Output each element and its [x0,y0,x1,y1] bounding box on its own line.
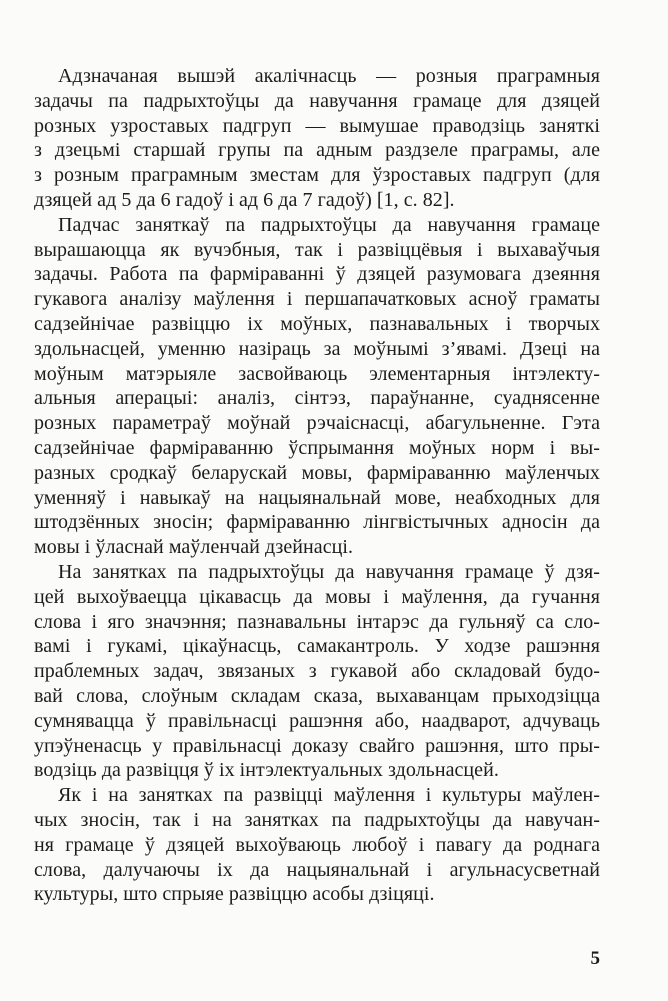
text-line: упэўненасць у правільнасці доказу свайго рашэння, што пры- [34,734,600,757]
text-line: сумнявацца ў правільнасці рашэння або, наадварот, адчуваць [34,709,600,732]
text-line: слова, далучаючы іх да нацыянальнай і агульнасусветнай [34,858,600,881]
text-line: Як і на занятках па развіцці маўлення і культуры маўлен- [58,784,600,807]
paragraph-2 [34,213,600,560]
paragraph-1 [34,64,600,213]
text-line: штодзённых зносін; фарміраванню лінгвістычных адносін да [34,511,600,534]
text-line: вырашаюцца як вучэбныя, так і развіццёвыя і выхаваўчыя [34,238,600,261]
text-line: вамі і гукамі, цікаўнасць, самакантроль. У ходзе рашэння [34,635,600,658]
text-line: мовы і ўласнай маўленчай дзейнасці. [34,536,354,559]
text-line: садзейнічае развіццю іх моўных, пазнавальных і творчых [34,312,600,335]
text-line: альныя аперацыі: аналіз, сінтэз, параўнанне, суаднясенне [34,387,600,410]
text-line: задачы. Работа па фарміраванні ў дзяцей разумовага дзеяння [34,263,600,286]
text-line: водзіць да развіцця ў іх інтэлектуальных здольнасцей. [34,759,499,782]
text-line: розных параметраў моўнай рэчаіснасці, абагульненне. Гэта [34,412,600,435]
text-line: дзяцей ад 5 да 6 гадоў і ад 6 да 7 гадоў) [1, с. 82]. [34,188,455,211]
text-line: ня грамаце ў дзяцей выхоўваюць любоў і павагу да роднага [34,833,600,856]
text-line: здольнасцей, уменню назіраць за моўнымі з’явамі. Дзеці на [34,337,600,360]
text-line: Адзначаная вышэй акалічнасць — розныя праграмныя [58,65,600,87]
text-line: Падчас заняткаў па падрыхтоўцы да навучання грамаце [58,213,600,236]
text-line: садзейнічае фарміраванню ўспрымання моўных норм і вы- [34,436,600,459]
page-number: 5 [590,948,600,969]
text-line: з розным праграмным зместам для ўзроставых падгруп (для [34,164,600,187]
body-text [34,64,600,907]
text-line: вай слова, слоўным складам сказа, выхаванцам прыходзіцца [34,684,600,707]
text-line: чых зносін, так і на занятках па падрыхтоўцы да навучан- [34,808,600,831]
text-line: культуры, што спрыяе развіццю асобы дзіцяці. [34,883,435,906]
paragraph-4 [34,783,600,907]
text-line: моўным матэрыяле засвойваюць элементарныя інтэлекту- [34,362,600,385]
text-line: праблемных задач, звязаных з гукавой або складовай будо- [34,660,600,683]
text-line: розных узроставых падгруп — вымушае праводзіць заняткі [34,114,600,137]
text-line: гукавога аналізу маўлення і першапачатковых асноў граматы [34,288,600,311]
text-line: слова і яго значэння; пазнавальны інтарэс да гульняў са сло- [34,610,600,633]
text-line: цей выхоўваецца цікавасць да мовы і маўлення, да гучання [34,585,600,608]
text-line: з дзецьмі старшай групы па адным раздзеле праграмы, але [34,139,600,162]
text-line: На занятках па падрыхтоўцы да навучання грамаце ў дзя- [58,560,600,583]
text-line: задачы па падрыхтоўцы да навучання грамаце для дзяцей [34,89,600,112]
text-line: уменняў і навыкаў на нацыянальнай мове, неабходных для [34,486,600,509]
paragraph-3 [34,560,600,783]
text-line: разных сродкаў беларускай мовы, фарміраванню маўленчых [34,461,600,484]
